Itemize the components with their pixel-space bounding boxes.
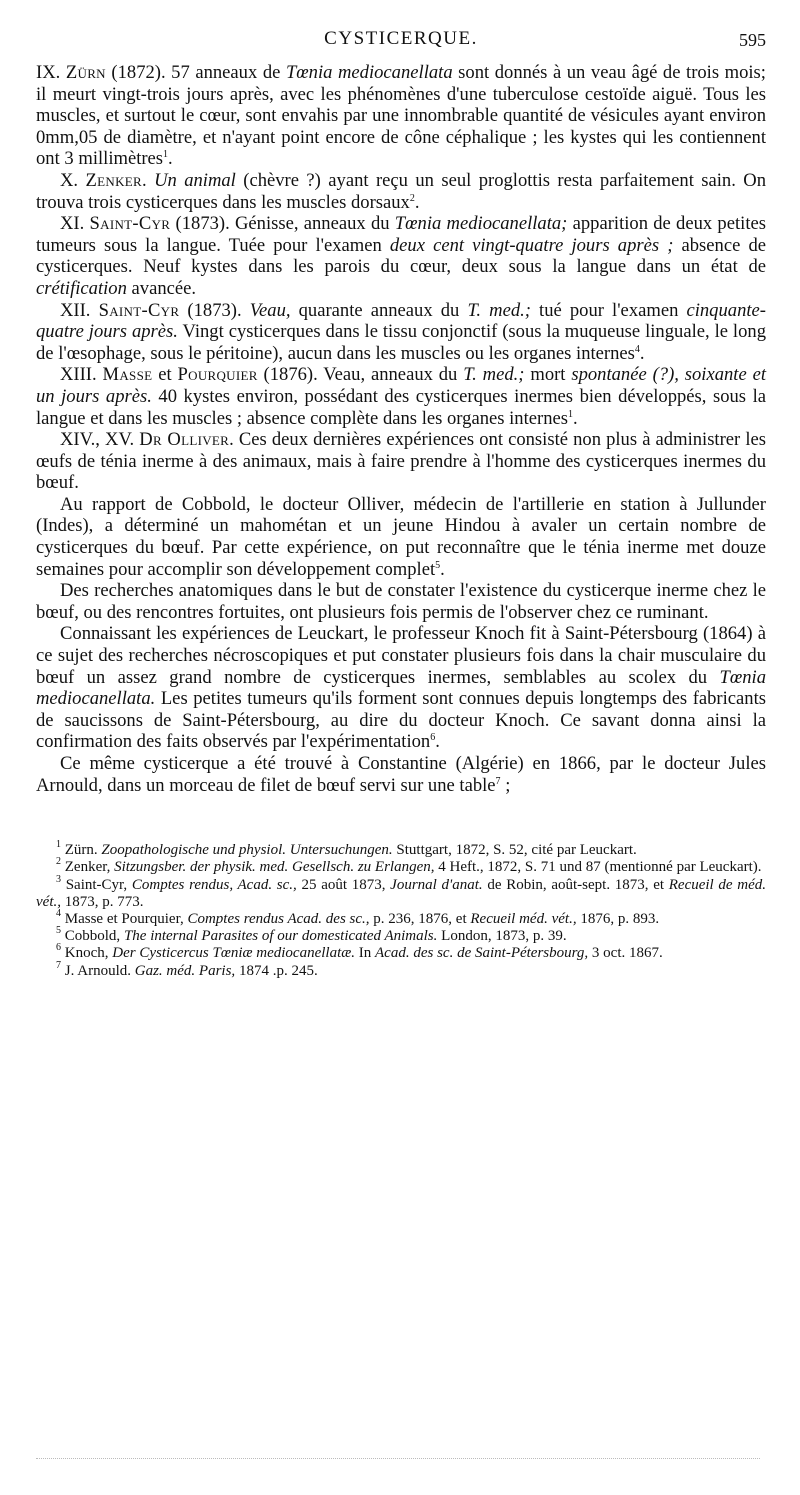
italic-run: spontanée (?), soixante et un jours après. — [36, 364, 766, 407]
text-run: Zürn. — [61, 842, 102, 859]
experiment-xiv-xv — [36, 429, 766, 494]
text-run: Saint-Cyr, — [61, 876, 132, 893]
italic-run: Zoopathologische und physiol. Untersuchungen. — [101, 842, 393, 859]
experiment-xiii — [36, 364, 766, 429]
footnote-1 — [36, 839, 766, 859]
experiment-xii — [36, 300, 766, 365]
text-run: . — [435, 731, 440, 753]
italic-run: Veau, — [249, 299, 291, 321]
italic-run: Der Cysticercus Tœniæ mediocanellatæ. — [112, 945, 356, 962]
footnote-ref: 6 — [430, 732, 436, 744]
text-run: (1873). Génisse, anneaux du — [170, 213, 395, 235]
experiment-ix — [36, 62, 766, 170]
footnote-ref: 1 — [568, 408, 573, 420]
author-name: Zürn — [65, 62, 106, 83]
paragraph-olliver — [36, 494, 766, 580]
footnote-number: 6 — [56, 942, 61, 954]
text-run: Zenker, — [61, 859, 115, 876]
footnotes — [36, 839, 767, 980]
text-run: London, 1873, p. 39. — [437, 928, 567, 945]
experiment-x — [36, 170, 766, 213]
text-run: et — [152, 364, 178, 386]
text-run: . — [573, 407, 578, 429]
author-name: Dr Olliver — [139, 429, 230, 451]
page-number: 595 — [739, 30, 766, 50]
italic-run: Journal d'anat. — [390, 876, 483, 893]
italic-run: Comptes rendus, Acad. sc., — [131, 876, 297, 893]
page-header — [36, 28, 766, 58]
footnote-ref: 2 — [409, 192, 415, 204]
text-run: 40 kystes environ, possédant des cysticerques inermes bien développés, sous la langue et dans les muscles ; absence complète dans les organes internes — [36, 385, 766, 429]
experiment-number: XI. — [60, 213, 85, 235]
footnote-2 — [36, 856, 766, 876]
text-run: quarante anneaux du — [290, 299, 468, 321]
text-run: . Ces deux dernières expériences ont consisté non plus à administrer les œufs de ténia inerme à des animaux, mais à faire prendre à l'homme des cysticerques inermes du bœuf. — [36, 429, 766, 494]
text-run: mort — [524, 364, 572, 386]
text-run: Stuttgart, 1872, S. 52, cité par Leuckart. — [392, 842, 637, 859]
text-run: de Robin, août-sept. 1873, et — [482, 876, 669, 893]
text-run: apparition de deux petites tumeurs sous la langue. Tuée pour l'examen — [36, 213, 766, 256]
main-text — [36, 62, 766, 796]
text-run: Au rapport de Cobbold, le docteur Olliver, médecin de l'artillerie en station à Jullunder (Indes), a déterminé un mahométan et un jeune Hindou à avaler un certain nombre de cysticerques du bœuf. Par cette expérience, on put reconnaître que le ténia inerme met douze semaines pour accomplir son développement complet — [36, 493, 766, 580]
experiment-number: IX. — [36, 62, 61, 83]
text-run: . — [142, 169, 155, 191]
author-name: Masse — [102, 364, 153, 386]
footnote-3 — [36, 873, 767, 911]
paragraph-arnould — [36, 753, 766, 796]
author-name: Pourquier — [177, 364, 258, 386]
text-run: tué pour l'examen — [530, 299, 687, 321]
footnote-number: 5 — [56, 925, 61, 937]
italic-run: Recueil de méd. vét., — [36, 876, 767, 910]
text-run: (1872). 57 anneaux de — [105, 62, 286, 83]
italic-run: Gaz. méd. Paris, — [134, 962, 236, 979]
running-title: CYSTICERQUE. — [324, 28, 478, 49]
italic-run: deux cent vingt-quatre jours après ; — [389, 234, 674, 256]
footnote-number: 3 — [56, 873, 61, 885]
paragraph-recherches — [36, 580, 766, 623]
footnote-number: 7 — [56, 959, 61, 971]
footnote-number: 2 — [56, 856, 61, 868]
footnote-7 — [36, 959, 766, 980]
text-run: (chèvre ?) ayant reçu un seul proglottis resta parfaitement sain. On trouva trois cysticerques dans les muscles dorsaux — [36, 169, 767, 213]
italic-run: T. med.; — [467, 299, 531, 321]
experiment-number: X. — [60, 169, 79, 191]
text-run: 4 Heft., 1872, S. 71 und 87 (mentionné par Leuckart). — [434, 859, 762, 876]
text-run: Des recherches anatomiques dans le but de constater l'existence du cysticerque inerme chez le bœuf, ou des rencontres fortuites, ont plusieurs fois permis de l'observer chez ce ruminant. — [36, 580, 766, 623]
text-run: Connaissant les expériences de Leuckart, le professeur Knoch fit à Saint-Pétersbourg (1864) à ce sujet des recherches nécroscopiques et put constater plusieurs fois dans la chair musculaire du bœuf un assez grand nombre de cysticerques inermes, semblables au scolex du — [36, 623, 766, 688]
text-run: 1873, p. 773. — [60, 893, 144, 910]
text-run: Vingt cysticerques dans le tissu conjonctif (sous la muqueuse linguale, le long de l'œsophage, sous le péritoine), aucun dans les muscles ou les organes internes — [36, 321, 766, 364]
text-run: (1876). Veau, anneaux du — [257, 364, 464, 386]
text-run: In — [355, 945, 376, 962]
footnote-5 — [36, 925, 766, 945]
text-run: 3 oct. 1867. — [588, 945, 663, 962]
italic-run: Un animal — [154, 169, 236, 191]
page-bottom-artifact — [36, 1458, 760, 1461]
text-run: Ce même cysticerque a été trouvé à Constantine (Algérie) en 1866, par le docteur Jules Arnould, dans un morceau de filet de bœuf servi sur une table — [36, 753, 766, 796]
text-run: absence de cysticerques. Neuf kystes dans les parois du cœur, deux sous la langue dans un état de — [36, 234, 766, 278]
text-run: . — [168, 148, 173, 170]
italic-run: cinquante-quatre jours après. — [36, 299, 766, 343]
text-run: sont donnés à un veau âgé de trois mois; il meurt vingt-trois jours après, avec les phénomènes d'une tuberculose cestoïde aiguë. Tous les muscles, et surtout le cœur, sont envahis par une innombrable quantité de vésicules ayant environ 0mm,05 de diamètre, et n'ayant point encore de cône céphalique ; les kystes qui les contiennent ont 3 millimètres — [36, 62, 766, 170]
footnote-6 — [36, 942, 766, 962]
text-run: ; — [500, 774, 511, 796]
text-run: . — [414, 191, 420, 213]
italic-run: crétification — [36, 277, 127, 299]
text-run: 1876, p. 893. — [576, 911, 660, 927]
text-run: avancée. — [126, 277, 197, 299]
footnote-number: 1 — [56, 839, 61, 851]
footnote-number: 4 — [56, 908, 61, 919]
footnote-separator — [36, 796, 766, 842]
experiment-number: XII. — [60, 299, 91, 321]
book-page — [36, 28, 766, 980]
text-run: (1873). — [179, 299, 250, 321]
text-run: 1874 .p. 245. — [235, 962, 318, 979]
italic-run: Tœnia mediocanellata. — [36, 666, 766, 710]
text-run: . — [440, 558, 445, 580]
italic-run: Tœnia mediocanellata; — [394, 213, 568, 235]
footnote-ref: 1 — [163, 149, 169, 161]
footnote-ref: 4 — [634, 343, 640, 355]
italic-run: Recueil méd. vét., — [470, 911, 577, 927]
author-name: Saint-Cyr — [98, 299, 180, 321]
footnote-ref: 5 — [435, 559, 441, 571]
text-run: Masse et Pourquier, — [61, 911, 188, 927]
italic-run: Acad. des sc. de Saint-Pétersbourg, — [375, 945, 589, 962]
text-run: J. Arnould. — [61, 962, 135, 979]
italic-run: T. med.; — [463, 364, 525, 386]
text-run: Knoch, — [61, 945, 113, 962]
author-name: Zenker — [85, 169, 142, 191]
experiment-number: XIV., XV. — [60, 429, 135, 451]
italic-run: The internal Parasites of our domesticated Animals. — [123, 928, 438, 945]
text-run: p. 236, 1876, et — [369, 911, 471, 927]
author-name: Saint-Cyr — [89, 213, 171, 235]
experiment-number: XIII. — [60, 364, 97, 386]
italic-run: Comptes rendus Acad. des sc., — [187, 911, 370, 927]
footnote-4 — [36, 908, 766, 928]
italic-run: Sitzungsber. der physik. med. Gesellsch. zu Erlangen, — [114, 859, 435, 876]
footnote-ref: 7 — [495, 775, 501, 787]
text-run: Les petites tumeurs qu'ils forment sont connues depuis longtemps des fabricants de saucissons de Saint-Pétersbourg, au dire du docteur Knoch. Ce savant donna ainsi la confirmation des faits observés par l'expérimentation — [36, 688, 766, 753]
text-run: Cobbold, — [61, 928, 124, 945]
paragraph-knoch — [36, 623, 766, 753]
text-run: 25 août 1873, — [296, 876, 391, 893]
text-run: . — [639, 342, 645, 364]
italic-run: Tœnia mediocanellata — [285, 62, 453, 83]
experiment-xi — [36, 213, 766, 299]
